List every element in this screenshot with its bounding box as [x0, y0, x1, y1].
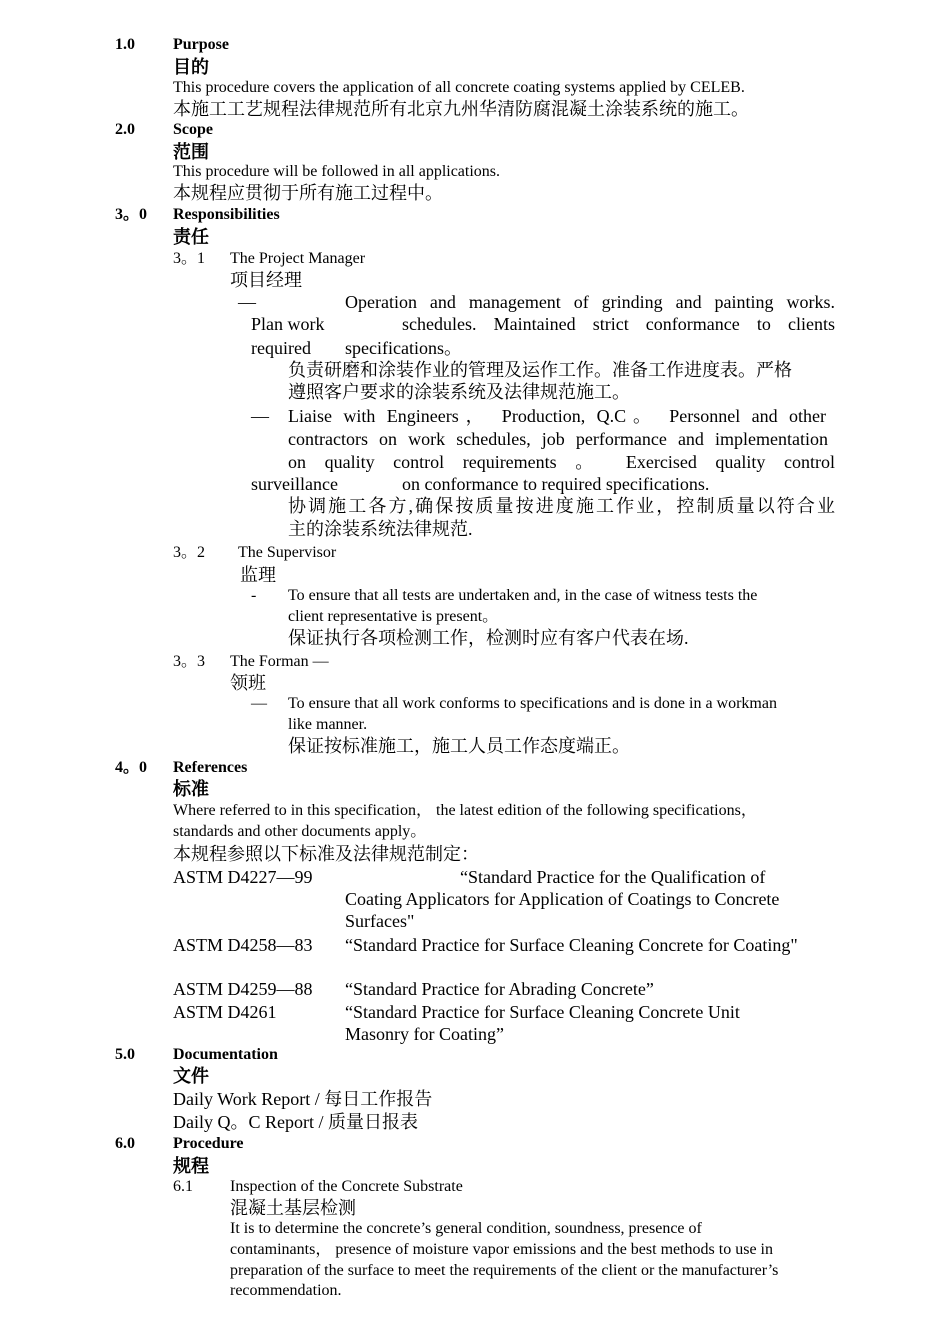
bullet-text-cn: 协调施工各方,确保按质量按进度施工作业，控制质量以符合业 [288, 496, 835, 516]
section-title-cn: 范围 [173, 142, 209, 162]
bullet-text-cn: 保证执行各项检测工作，检测时应有客户代表在场. [288, 628, 689, 648]
section-number: 3。0 [115, 206, 148, 223]
paragraph-cn: 本规程参照以下标准及法律规范制定： [173, 844, 479, 864]
paragraph: standards and other documents apply。 [173, 823, 427, 840]
document-item: Daily Work Report / 每日工作报告 [173, 1089, 433, 1109]
paragraph-cn: 本施工工艺规程法律规范所有北京九州华清防腐混凝土涂装系统的施工。 [173, 99, 749, 119]
subsection-title-cn: 混凝土基层检测 [230, 1198, 356, 1218]
section-title: Scope [173, 121, 213, 138]
paragraph: It is to determine the concrete’s general condition, soundness, presence of [230, 1220, 702, 1237]
paragraph-cn: 本规程应贯彻于所有施工过程中。 [173, 183, 443, 203]
bullet-text: client representative is present。 [288, 608, 499, 625]
bullet-text: To ensure that all tests are undertaken and, in the case of witness tests the [288, 587, 758, 604]
section-title-cn: 规程 [173, 1156, 209, 1176]
paragraph: This procedure covers the application of all concrete coating systems applied by CELEB. [173, 79, 745, 96]
bullet-dash: - [251, 587, 257, 604]
bullet-text: Operation and management of grinding and painting works. [345, 292, 835, 312]
bullet-text: Liaise with Engineers， Production, Q.C。 Personnel and other [288, 406, 826, 426]
subsection-title: Inspection of the Concrete Substrate [230, 1178, 463, 1195]
section-title: Responsibilities [173, 206, 280, 223]
section-title-cn: 标准 [173, 779, 209, 799]
bullet-text: on quality control requirements 。 Exercised quality control [288, 452, 835, 472]
section-number: 2.0 [115, 121, 135, 138]
section-number: 1.0 [115, 36, 135, 53]
subsection-title: The Supervisor [238, 544, 337, 561]
reference-title: “Standard Practice for the Qualification of [460, 867, 766, 887]
section-number: 5.0 [115, 1046, 135, 1063]
subsection-title-cn: 领班 [230, 673, 266, 693]
section-title-cn: 目的 [173, 57, 209, 77]
bullet-text: specifications。 [345, 338, 462, 358]
reference-title: “Standard Practice for Abrading Concrete” [345, 979, 654, 999]
bullet-text-cn: 主的涂装系统法律规范. [288, 519, 473, 539]
reference-title: Coating Applicators for Application of Coatings to Concrete [345, 889, 780, 909]
subsection-title: The Forman — [230, 653, 329, 670]
bullet-text: surveillance [251, 474, 338, 494]
subsection-number: 3。2 [173, 544, 206, 561]
bullet-text: Plan work [251, 314, 325, 334]
paragraph: Where referred to in this specification， the latest edition of the following specifications， [173, 802, 757, 819]
section-title-cn: 文件 [173, 1066, 209, 1086]
paragraph: recommendation. [230, 1282, 342, 1299]
bullet-text-cn: 负责研磨和涂装作业的管理及运作工作。准备工作进度表。严格 [288, 360, 792, 380]
subsection-title-cn: 项目经理 [230, 270, 302, 290]
bullet-text-cn: 遵照客户要求的涂装系统及法律规范施工。 [288, 382, 630, 402]
section-title: Procedure [173, 1135, 244, 1152]
paragraph: contaminants， presence of moisture vapor emissions and the best methods to use in [230, 1241, 773, 1258]
document-item: Daily Q。C Report / 质量日报表 [173, 1112, 418, 1132]
section-title: Documentation [173, 1046, 278, 1063]
subsection-number: 3。1 [173, 250, 206, 267]
paragraph: This procedure will be followed in all applications. [173, 163, 501, 180]
subsection-title: The Project Manager [230, 250, 366, 267]
subsection-title-cn: 监理 [240, 565, 276, 585]
bullet-text-cn: 保证按标准施工，施工人员工作态度端正。 [288, 736, 630, 756]
reference-code: ASTM D4259—88 [173, 979, 313, 999]
bullet-text: contractors on work schedules, job performance and implementation [288, 429, 828, 449]
bullet-text: like manner. [288, 716, 368, 733]
bullet-dash: — [251, 695, 267, 712]
reference-title: “Standard Practice for Surface Cleaning Concrete for Coating" [345, 935, 798, 955]
reference-title: Masonry for Coating” [345, 1024, 504, 1044]
bullet-dash: — [238, 292, 256, 312]
bullet-dash: — [251, 406, 269, 426]
bullet-text: required [251, 338, 311, 358]
bullet-text: To ensure that all work conforms to specifications and is done in a workman [288, 695, 777, 712]
paragraph: preparation of the surface to meet the requirements of the client or the manufacturer’s [230, 1262, 779, 1279]
reference-code: ASTM D4261 [173, 1002, 277, 1022]
section-number: 6.0 [115, 1135, 135, 1152]
section-title-cn: 责任 [173, 227, 209, 247]
reference-code: ASTM D4227—99 [173, 867, 313, 887]
section-title: Purpose [173, 36, 229, 53]
reference-code: ASTM D4258—83 [173, 935, 313, 955]
bullet-text: schedules. Maintained strict conformance to clients [402, 314, 835, 334]
reference-title: Surfaces" [345, 911, 415, 931]
reference-title: “Standard Practice for Surface Cleaning Concrete Unit [345, 1002, 740, 1022]
subsection-number: 6.1 [173, 1178, 193, 1195]
subsection-number: 3。3 [173, 653, 206, 670]
section-number: 4。0 [115, 759, 148, 776]
section-title: References [173, 759, 248, 776]
bullet-text: on conformance to required specifications. [402, 474, 710, 494]
